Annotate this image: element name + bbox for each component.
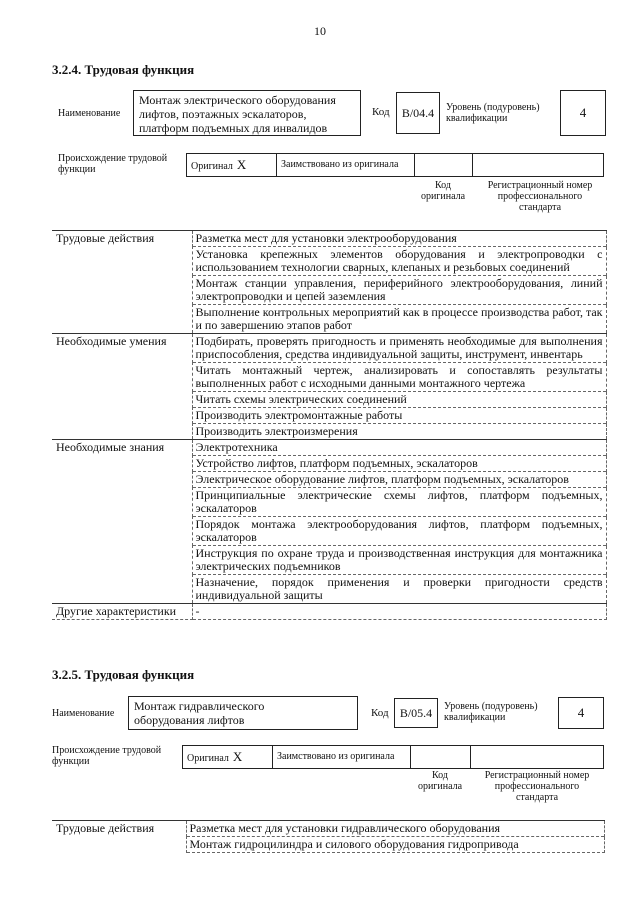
function-table-325 (52, 820, 605, 853)
item-text: Производить электромонтажные работы (192, 408, 606, 424)
origin-original-text: Оригинал (187, 753, 229, 764)
item-text: Читать схемы электрических соединений (192, 392, 606, 408)
origin-label-line: Происхождение трудовой (52, 745, 162, 756)
origin-label-line: функции (58, 164, 96, 175)
function-name-line: оборудования лифтов (134, 713, 245, 727)
category-label: Трудовые действия (52, 231, 192, 334)
item-text: Монтаж гидроцилиндра и силового оборудования гидропривода (186, 837, 604, 853)
code-box: B/05.4 (394, 698, 438, 728)
origin-original-cell (186, 153, 276, 177)
item-text: Электрическое оборудование лифтов, платформ подъемных, эскалаторов (192, 472, 606, 488)
origin-mark: X (232, 749, 243, 764)
level-label-line: Уровень (подуровень) (446, 102, 540, 113)
code-label: Код (371, 707, 389, 719)
item-text: Назначение, порядок применения и проверки пригодности средств индивидуальной защиты (192, 575, 606, 604)
function-name-box (128, 696, 358, 730)
caption-line: профессионального (497, 191, 583, 202)
function-name-box (133, 90, 361, 136)
level-box: 4 (560, 90, 606, 136)
item-text: Разметка мест для установки электрооборудования (192, 231, 606, 247)
code-box: B/04.4 (396, 92, 440, 134)
level-label (446, 102, 540, 124)
origin-borrowed-cell: Заимствовано из оригинала (276, 153, 414, 177)
table-row (52, 334, 606, 363)
caption-line: стандарта (515, 792, 559, 803)
caption-line: Регистрационный номер (484, 770, 590, 781)
name-label: Наименование (58, 108, 121, 119)
category-label: Необходимые умения (52, 334, 192, 440)
item-text: Производить электроизмерения (192, 424, 606, 440)
item-text: Устройство лифтов, платформ подъемных, эскалаторов (192, 456, 606, 472)
origin-code-cell (410, 745, 470, 769)
caption-line: Регистрационный номер (487, 180, 593, 191)
origin-label-line: функции (52, 756, 90, 767)
item-text: Читать монтажный чертеж, анализировать и сопоставлять результаты выполненных работ с исходными данными монтажного чертежа (192, 363, 606, 392)
item-text: Выполнение контрольных мероприятий как в процессе производства работ, так и по завершению этапов работ (192, 305, 606, 334)
item-text: - (192, 604, 606, 620)
caption-code-original (410, 770, 470, 792)
origin-label-line: Происхождение трудовой (58, 153, 168, 164)
section-title-324: 3.2.4. Трудовая функция (52, 62, 195, 77)
level-label-line: Уровень (подуровень) (444, 701, 538, 712)
caption-line: стандарта (518, 202, 562, 213)
category-label: Другие характеристики (52, 604, 192, 620)
table-row (52, 604, 606, 620)
origin-borrowed-cell: Заимствовано из оригинала (272, 745, 410, 769)
section-title-325: 3.2.5. Трудовая функция (52, 667, 195, 682)
function-name-line: платформ подъемных для инвалидов (139, 121, 328, 135)
item-text: Установка крепежных элементов оборудования и электропроводки с использованием технологии сварных, клепаных и резьбовых соединений (192, 247, 606, 276)
origin-original-text: Оригинал (191, 161, 233, 172)
item-text: Электротехника (192, 440, 606, 456)
function-name-line: Монтаж гидравлического (134, 699, 265, 713)
origin-reg-cell (472, 153, 604, 177)
name-label: Наименование (52, 708, 115, 719)
origin-row (182, 745, 604, 769)
origin-row (186, 153, 604, 177)
function-name-line: Монтаж электрического оборудования (139, 93, 336, 107)
item-text: Монтаж станции управления, периферийного электрооборудования, линий электропроводки и цепей заземления (192, 276, 606, 305)
page-number: 10 (314, 24, 326, 38)
item-text: Принципиальные электрические схемы лифтов, платформ подъемных, эскалаторов (192, 488, 606, 517)
level-box: 4 (558, 697, 604, 729)
item-text: Разметка мест для установки гидравлического оборудования (186, 821, 604, 837)
caption-line: оригинала (420, 191, 466, 202)
caption-reg-number (474, 180, 606, 213)
caption-line: профессионального (494, 781, 580, 792)
item-text: Подбирать, проверять пригодность и применять необходимые для выполнения приспособления, средства индивидуальной защиты, инструмент, инвентарь (192, 334, 606, 363)
origin-code-cell (414, 153, 472, 177)
caption-line: Код (432, 770, 448, 781)
caption-reg-number (470, 770, 604, 803)
table-row (52, 440, 606, 456)
caption-line: оригинала (417, 781, 463, 792)
origin-original-cell (182, 745, 272, 769)
item-text: Инструкция по охране труда и производственная инструкция для монтажника электрических подъемников (192, 546, 606, 575)
category-label: Трудовые действия (52, 821, 186, 853)
table-row (52, 231, 606, 247)
function-table-324 (52, 230, 607, 620)
code-label: Код (372, 106, 390, 118)
table-row (52, 821, 604, 837)
level-label (444, 701, 538, 723)
function-name-line: лифтов, поэтажных эскалаторов, (139, 107, 307, 121)
item-text: Порядок монтажа электрооборудования лифтов, платформ подъемных, эскалаторов (192, 517, 606, 546)
origin-label (52, 745, 161, 767)
origin-label (58, 153, 167, 175)
category-label: Необходимые знания (52, 440, 192, 604)
caption-code-original (414, 180, 472, 202)
origin-reg-cell (470, 745, 604, 769)
level-label-line: квалификации (446, 113, 508, 124)
origin-mark: X (236, 157, 247, 172)
level-label-line: квалификации (444, 712, 506, 723)
caption-line: Код (435, 180, 451, 191)
